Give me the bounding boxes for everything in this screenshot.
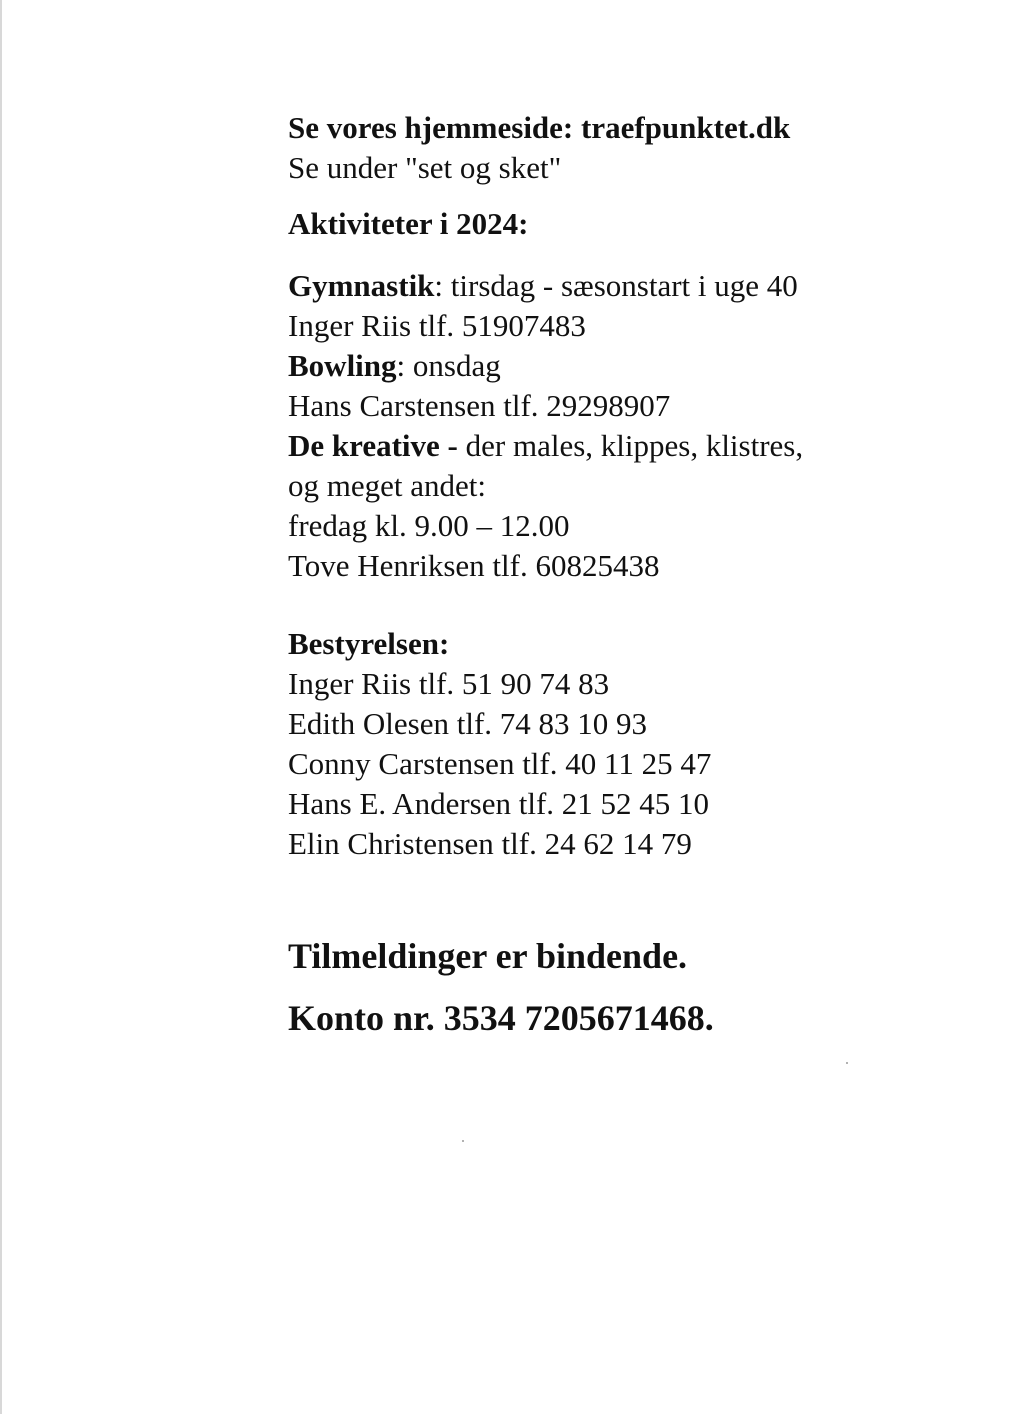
website-line: [288, 108, 988, 148]
board-heading: Bestyrelsen:: [288, 626, 450, 661]
board-member: Inger Riis tlf. 51 90 74 83: [288, 666, 610, 701]
kreative-line: [288, 426, 988, 466]
kreative-time: fredag kl. 9.00 – 12.00: [288, 508, 570, 543]
gymnastik-contact: Inger Riis tlf. 51907483: [288, 308, 586, 343]
kreative-contact: Tove Henriksen tlf. 60825438: [288, 548, 660, 583]
website-label: Se vores hjemmeside:: [288, 110, 574, 145]
kreative-title: De kreative -: [288, 428, 458, 463]
scan-speck: [846, 1062, 848, 1064]
document-body: [288, 108, 988, 1042]
gymnastik-title: Gymnastik: [288, 268, 435, 303]
kreative-detail-2: og meget andet:: [288, 468, 486, 503]
bowling-line: [288, 346, 988, 386]
bowling-detail: : onsdag: [396, 348, 501, 383]
board-member: Edith Olesen tlf. 74 83 10 93: [288, 706, 648, 741]
gymnastik-line: [288, 266, 988, 306]
kreative-detail: der males, klippes, klistres,: [457, 428, 804, 463]
activities-heading: Aktiviteter i 2024:: [288, 206, 529, 241]
scan-edge: [0, 0, 2, 1414]
board-member: Conny Carstensen tlf. 40 11 25 47: [288, 746, 712, 781]
bowling-title: Bowling: [288, 348, 397, 383]
binding-notice: Tilmeldinger er bindende.: [288, 936, 688, 976]
website-hint: Se under "set og sket": [288, 150, 562, 185]
gymnastik-detail: : tirsdag - sæsonstart i uge 40: [434, 268, 798, 303]
bowling-contact: Hans Carstensen tlf. 29298907: [288, 388, 671, 423]
board-member: Elin Christensen tlf. 24 62 14 79: [288, 826, 692, 861]
website-url: traefpunktet.dk: [581, 110, 791, 145]
account-number: Konto nr. 3534 7205671468.: [288, 998, 714, 1038]
scan-speck: [462, 1140, 464, 1142]
board-member: Hans E. Andersen tlf. 21 52 45 10: [288, 786, 710, 821]
